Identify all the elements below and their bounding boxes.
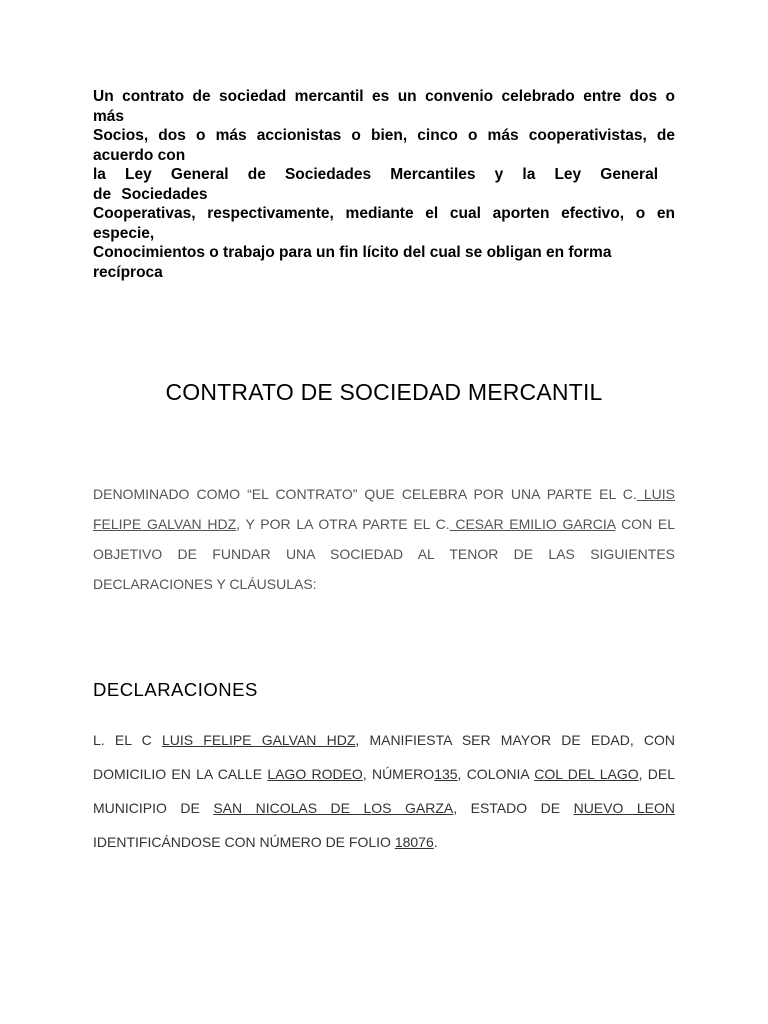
- declarant-name: LUIS FELIPE GALVAN HDZ: [161, 732, 356, 748]
- declaration-text: , COLONIA: [457, 766, 535, 782]
- street-number: 135: [434, 766, 458, 782]
- intro-line: Un contrato de sociedad mercantil es un convenio celebrado entre dos o: [93, 88, 675, 105]
- intro-line: especie,: [93, 224, 155, 242]
- recital-paragraph: [93, 479, 675, 599]
- declarations-heading: DECLARACIONES: [93, 679, 258, 700]
- declaration-text: IDENTIFICÁNDOSE CON NÚMERO DE FOLIO: [93, 834, 395, 850]
- intro-line: recíproca: [93, 263, 163, 281]
- declaration-text: , DEL MUNICIPIO DE: [93, 766, 675, 816]
- estado-name: NUEVO LEON: [573, 800, 675, 816]
- colonia-name: COL DEL LAGO: [534, 766, 639, 782]
- intro-line: la Ley General de Sociedades Mercantiles y la Ley General: [93, 166, 658, 183]
- declaration-text: , MANIFIESTA SER MAYOR DE EDAD, CON DOMICILIO EN LA CALLE: [93, 732, 676, 782]
- declaration-text: , NÚMERO: [362, 766, 435, 782]
- intro-line: Conocimientos o trabajo para un fin lícito del cual se obligan en forma: [93, 244, 612, 261]
- intro-paragraph: [93, 87, 675, 282]
- party-two-name: CESAR EMILIO GARCIA: [449, 516, 616, 532]
- declaration-text: L. EL C: [93, 732, 162, 748]
- declaration-text: , ESTADO DE: [453, 800, 574, 816]
- recital-text: CON EL OBJETIVO DE FUNDAR UNA SOCIEDAD AL TENOR DE LAS SIGUIENTES DECLARACIONES Y CLÁUSULAS:: [93, 516, 676, 592]
- intro-line: Socios, dos o más accionistas o bien, cinco o más cooperativistas, de: [93, 127, 675, 144]
- party-one-name: LUIS FELIPE GALVAN HDZ: [93, 486, 675, 532]
- declaration-item: [93, 723, 675, 859]
- document-title: CONTRATO DE SOCIEDAD MERCANTIL: [165, 379, 603, 405]
- recital-text: , Y POR LA OTRA PARTE EL C.: [236, 516, 450, 532]
- intro-line: Cooperativas, respectivamente, mediante el cual aporten efectivo, o en: [93, 205, 675, 222]
- street-name: LAGO RODEO: [267, 766, 363, 782]
- intro-line: más: [93, 107, 125, 125]
- municipio-name: SAN NICOLAS DE LOS GARZA: [213, 800, 454, 816]
- declaration-text: .: [433, 834, 438, 850]
- recital-text: DENOMINADO COMO “EL CONTRATO” QUE CELEBRA POR UNA PARTE EL C.: [93, 486, 637, 502]
- intro-line: acuerdo con: [93, 146, 186, 164]
- intro-line: de Sociedades: [93, 185, 208, 203]
- folio-number: 18076: [394, 834, 434, 850]
